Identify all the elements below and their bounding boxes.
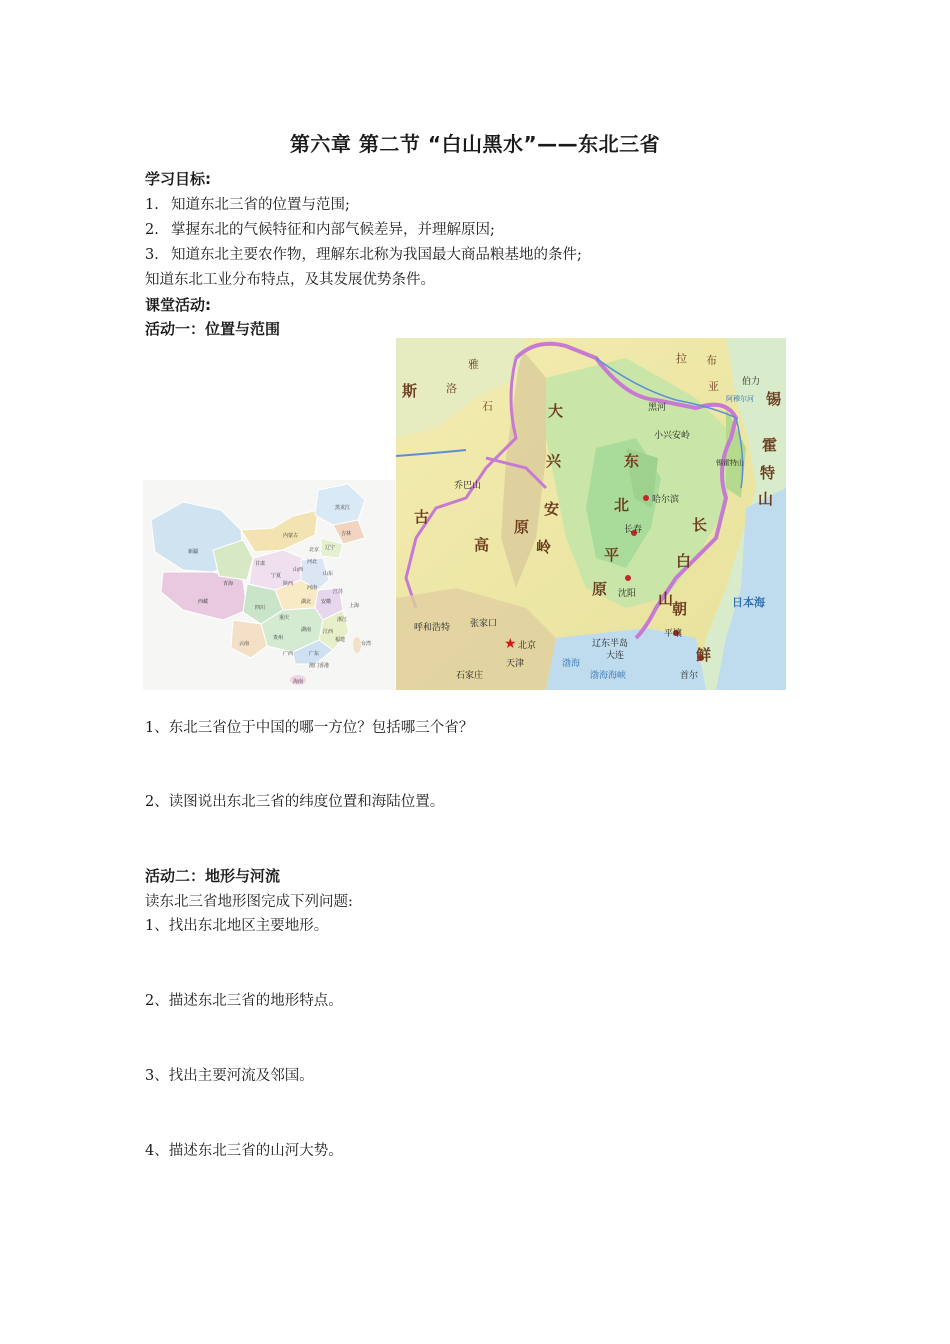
china-province-map: [143, 480, 395, 690]
goal-item: [145, 218, 495, 239]
label-plateau-yuan: 原: [514, 518, 530, 536]
label-ningxia: 宁夏: [271, 573, 282, 579]
label-la: 拉: [676, 352, 687, 365]
label-gu: 古: [414, 508, 430, 526]
goal-number: 2.: [145, 222, 159, 238]
city-changchun: 长春: [624, 525, 643, 535]
city-boli: 伯力: [742, 377, 761, 387]
label-qinghai: 青海: [223, 581, 234, 587]
label-anhui: 安徽: [321, 599, 332, 605]
label-yunnan: 云南: [239, 641, 250, 647]
city-beijing: 北京: [518, 641, 537, 651]
label-xing: 兴: [546, 452, 562, 470]
goal-item: [145, 243, 582, 264]
label-jilin: 吉林: [341, 531, 352, 537]
city-seoul: 首尔: [680, 671, 699, 681]
label-bohai: 渤海: [562, 659, 581, 669]
city-heihe: 黑河: [648, 403, 667, 413]
label-te: 特: [760, 464, 776, 482]
label-chang: 长: [692, 516, 708, 534]
activity2-heading: 活动二：地形与河流: [145, 867, 281, 885]
label-hubei: 湖北: [301, 599, 312, 605]
label-guangxi: 广西: [283, 651, 294, 657]
activity-heading: 课堂活动:: [145, 296, 211, 314]
label-yaa: 亚: [708, 380, 719, 393]
label-xizang: 西藏: [198, 599, 209, 605]
activity1-question-1: 1、东北三省位于中国的哪一方位？包括哪三个省？: [145, 720, 474, 736]
city-harbin: 哈尔滨: [652, 495, 680, 505]
label-guizhou: 贵州: [273, 635, 284, 641]
label-xiaoxinganling: 小兴安岭: [654, 431, 691, 441]
label-bei: 北: [614, 496, 630, 514]
label-shi: 石: [482, 400, 493, 413]
goal-text: 知道东北主要农作物，理解东北称为我国最大商品粮基地的条件;: [171, 247, 582, 263]
city-shenyang: 沈阳: [618, 589, 637, 599]
label-liaodong-peninsula: 辽东半岛: [592, 639, 629, 649]
activity2-question-3: 3、找出主要河流及邻国。: [145, 1068, 314, 1084]
label-shanxi: 山西: [293, 567, 304, 573]
label-guangdong: 广东: [309, 651, 320, 657]
city-zhangjiakou: 张家口: [470, 619, 498, 629]
label-chongqing: 重庆: [279, 615, 290, 621]
label-sikhote-alin: 锡霍特山: [716, 459, 744, 467]
label-te-shan: 山: [758, 490, 774, 508]
label-huo: 霍: [762, 436, 778, 454]
label-ya: 雅: [468, 358, 479, 371]
svg-text:★: ★: [504, 636, 517, 652]
label-shaanxi: 陕西: [283, 581, 294, 587]
label-heilongjiang: 黑龙江: [335, 505, 351, 511]
goal-number: 1.: [145, 197, 159, 213]
label-bu: 布: [706, 354, 717, 367]
label-qiaobashan: 乔巴山: [454, 481, 482, 491]
activity1-heading: 活动一：位置与范围: [145, 320, 281, 338]
label-bai: 白: [676, 552, 692, 570]
label-hainan: 海南: [293, 679, 304, 685]
activity2-question-2: 2、描述东北三省的地形特点。: [145, 993, 343, 1009]
label-liaoning: 辽宁: [325, 545, 336, 551]
activity2-question-4: 4、描述东北三省的山河大势。: [145, 1143, 343, 1159]
label-dong: 东: [624, 452, 640, 470]
label-luo: 洛: [446, 382, 457, 395]
label-shan: 山: [658, 590, 674, 608]
city-pyongyang: 平壤: [664, 629, 683, 639]
goal-text: 掌握东北的气候特征和内部气候差异，并理解原因;: [171, 222, 495, 238]
label-fujian: 福建: [335, 637, 346, 643]
city-tianjin: 天津: [506, 659, 525, 669]
goals-heading: 学习目标:: [145, 170, 211, 188]
label-hunan: 湖南: [301, 627, 312, 633]
label-japan-sea: 日本海: [732, 596, 765, 609]
activity2-intro: 读东北三省地形图完成下列问题:: [145, 894, 353, 910]
label-sichuan: 四川: [255, 605, 266, 611]
goal-number: 3.: [145, 247, 159, 263]
label-xian: 鲜: [696, 646, 712, 664]
label-jiangxi: 江西: [323, 629, 334, 635]
goal-item: [145, 193, 350, 214]
label-bohai-strait: 渤海海峡: [590, 671, 627, 681]
label-zhejiang: 浙江: [337, 617, 348, 623]
label-xi: 锡: [766, 390, 782, 408]
label-an: 安: [544, 500, 560, 518]
label-jiangsu: 江苏: [333, 589, 344, 595]
label-neimenggu: 内蒙古: [283, 533, 299, 539]
city-hohhot: 呼和浩特: [414, 623, 451, 633]
label-henan: 河南: [307, 585, 318, 591]
label-da: 大: [548, 402, 564, 420]
label-ling: 岭: [536, 538, 552, 556]
china-map-graphic: [143, 480, 395, 690]
label-taiwan: 台湾: [361, 641, 372, 647]
label-si: 斯: [402, 382, 418, 400]
goal-text: 知道东北三省的位置与范围;: [171, 197, 350, 213]
activity1-question-2: 2、读图说出东北三省的纬度位置和海陆位置。: [145, 794, 445, 810]
label-chao: 朝: [672, 600, 688, 618]
city-shijiazhuang: 石家庄: [456, 671, 484, 681]
page-title: 第六章 第二节 “白山黑水”——东北三省: [289, 132, 661, 156]
label-gansu: 甘肃: [255, 561, 266, 567]
northeast-terrain-map: [396, 338, 786, 690]
label-hebei: 河北: [307, 559, 318, 565]
activity2-question-1: 1、找出东北地区主要地形。: [145, 918, 329, 934]
label-shandong: 山东: [323, 571, 334, 577]
label-ping: 平: [604, 546, 620, 564]
label-amur-river: 阿穆尔河: [726, 395, 754, 403]
label-gao: 高: [474, 536, 490, 554]
label-xinjiang: 新疆: [188, 549, 199, 555]
label-macao-hongkong: 澳门香港: [309, 663, 330, 669]
city-dalian: 大连: [606, 651, 625, 661]
label-shanghai: 上海: [349, 603, 360, 609]
label-beijing: 北京: [309, 547, 320, 553]
label-yuan: 原: [592, 580, 608, 598]
goal-extra: 知道东北工业分布特点，及其发展优势条件。: [145, 272, 435, 288]
